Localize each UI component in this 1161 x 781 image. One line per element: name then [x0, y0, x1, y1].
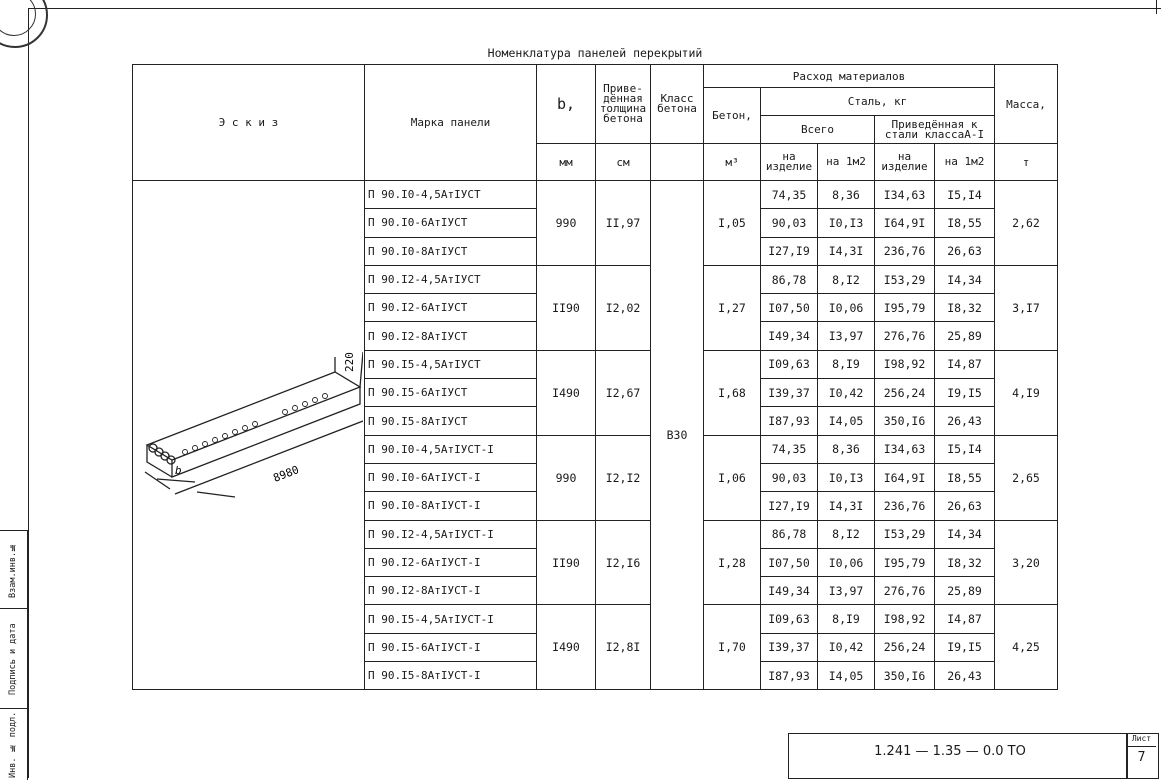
header-reduced-m2: на 1м2 [935, 144, 995, 181]
header-thickness: Приве-дённая толщина бетона [596, 65, 651, 144]
table-body [133, 181, 1058, 690]
header-mass-unit: т [995, 144, 1058, 181]
side-strip [0, 530, 28, 780]
steel-reduced-m2: I8,32 [935, 548, 995, 576]
steel-reduced-item: 350,I6 [875, 662, 935, 690]
header-mass: Масса, [995, 65, 1058, 144]
steel-total-item: I39,37 [761, 379, 818, 407]
panel-thickness: I2,02 [596, 265, 651, 350]
steel-total-item: 90,03 [761, 463, 818, 491]
steel-total-m2: I0,I3 [818, 209, 875, 237]
concrete-volume: I,68 [704, 350, 761, 435]
steel-reduced-m2: 26,63 [935, 237, 995, 265]
steel-reduced-item: I98,92 [875, 605, 935, 633]
steel-total-item: I49,34 [761, 577, 818, 605]
side-cell-inv-replace [0, 530, 27, 609]
sketch-width-dim: b [175, 464, 182, 478]
steel-total-m2: 8,I2 [818, 265, 875, 293]
steel-total-m2: 8,36 [818, 181, 875, 209]
side-cell-inv-orig [0, 708, 27, 781]
steel-total-m2: I4,3I [818, 237, 875, 265]
concrete-volume: I,28 [704, 520, 761, 605]
header-sketch: Э с к и з [133, 65, 365, 181]
steel-total-m2: I3,97 [818, 577, 875, 605]
steel-reduced-m2: I5,I4 [935, 181, 995, 209]
panel-mark: П 90.I2-8АтIУСТ [365, 322, 537, 350]
panel-mass: 4,25 [995, 605, 1058, 690]
panel-mark: П 90.I2-8АтIУСТ-I [365, 577, 537, 605]
steel-reduced-m2: I8,55 [935, 463, 995, 491]
concrete-volume: I,06 [704, 435, 761, 520]
steel-reduced-item: I64,9I [875, 209, 935, 237]
frame-right-border [1156, 0, 1157, 14]
steel-reduced-item: 350,I6 [875, 407, 935, 435]
panel-width: I490 [537, 605, 596, 690]
steel-reduced-item: 236,76 [875, 492, 935, 520]
steel-total-item: 74,35 [761, 181, 818, 209]
panel-mark: П 90.I2-4,5АтIУСТ-I [365, 520, 537, 548]
steel-reduced-m2: I4,87 [935, 350, 995, 378]
steel-total-item: I27,I9 [761, 237, 818, 265]
steel-reduced-m2: I8,32 [935, 294, 995, 322]
panel-mass: 4,I9 [995, 350, 1058, 435]
steel-total-m2: I0,I3 [818, 463, 875, 491]
panel-mark: П 90.I5-8АтIУСТ [365, 407, 537, 435]
panel-mark: П 90.I5-6АтIУСТ [365, 379, 537, 407]
panel-mark: П 90.I0-4,5АтIУСТ-I [365, 435, 537, 463]
concrete-volume: I,05 [704, 181, 761, 266]
steel-total-item: I87,93 [761, 662, 818, 690]
steel-reduced-item: I53,29 [875, 265, 935, 293]
steel-reduced-m2: I9,I5 [935, 633, 995, 661]
panel-width: II90 [537, 520, 596, 605]
sheet-number: 7 [1137, 750, 1146, 765]
header-total-item: на изделие [761, 144, 818, 181]
panel-mass: 2,62 [995, 181, 1058, 266]
steel-reduced-item: I95,79 [875, 548, 935, 576]
concrete-volume: I,27 [704, 265, 761, 350]
steel-reduced-m2: I4,87 [935, 605, 995, 633]
steel-reduced-item: I34,63 [875, 181, 935, 209]
steel-total-item: I07,50 [761, 294, 818, 322]
panel-mark: П 90.I0-6АтIУСТ-I [365, 463, 537, 491]
steel-reduced-m2: 25,89 [935, 577, 995, 605]
panel-mark: П 90.I5-4,5АтIУСТ-I [365, 605, 537, 633]
header-total-m2: на 1м2 [818, 144, 875, 181]
steel-reduced-item: I53,29 [875, 520, 935, 548]
steel-total-item: 74,35 [761, 435, 818, 463]
frame-left-border [28, 8, 29, 778]
panel-mark: П 90.I5-4,5АтIУСТ [365, 350, 537, 378]
panel-mark: П 90.I0-8АтIУСТ [365, 237, 537, 265]
header-mark: Марка панели [365, 65, 537, 181]
panel-thickness: I2,I2 [596, 435, 651, 520]
panel-mark: П 90.I0-6АтIУСТ [365, 209, 537, 237]
sketch-length-dim: 8980 [271, 463, 301, 485]
panel-mark: П 90.I0-8АтIУСТ-I [365, 492, 537, 520]
panel-mark: П 90.I5-6АтIУСТ-I [365, 633, 537, 661]
sheet-label: Лист [1127, 734, 1156, 747]
steel-reduced-m2: I9,I5 [935, 379, 995, 407]
steel-total-m2: I4,05 [818, 407, 875, 435]
steel-total-item: I09,63 [761, 605, 818, 633]
steel-reduced-m2: I4,34 [935, 520, 995, 548]
steel-reduced-m2: I8,55 [935, 209, 995, 237]
panel-sketch-drawing [135, 182, 363, 688]
page-title: Номенклатура панелей перекрытий [487, 46, 703, 60]
header-reduced: Приведённая к стали классаА-I [875, 116, 995, 144]
panel-mark: П 90.I2-6АтIУСТ-I [365, 548, 537, 576]
header-thickness-unit: см [596, 144, 651, 181]
document-code: 1.241 — 1.35 — 0.0 ТО [874, 744, 1026, 759]
table-row [133, 181, 1058, 209]
steel-reduced-item: 236,76 [875, 237, 935, 265]
steel-total-m2: I4,3I [818, 492, 875, 520]
side-text-inv-orig: Инв. № подл. [8, 711, 18, 779]
steel-reduced-m2: I5,I4 [935, 435, 995, 463]
panel-width: 990 [537, 435, 596, 520]
steel-reduced-m2: 25,89 [935, 322, 995, 350]
steel-total-item: 90,03 [761, 209, 818, 237]
steel-total-item: I39,37 [761, 633, 818, 661]
steel-total-m2: I0,42 [818, 379, 875, 407]
header-steel: Сталь, кг [761, 88, 995, 116]
panel-mark: П 90.I0-4,5АтIУСТ [365, 181, 537, 209]
steel-total-m2: I0,42 [818, 633, 875, 661]
concrete-class: В30 [651, 181, 704, 690]
nomenclature-table [132, 64, 1058, 690]
steel-reduced-item: 276,76 [875, 577, 935, 605]
concrete-volume: I,70 [704, 605, 761, 690]
side-text-inv-replace: Взам.инв.№ [8, 541, 18, 599]
panel-width: 990 [537, 181, 596, 266]
steel-total-item: I27,I9 [761, 492, 818, 520]
steel-total-item: 86,78 [761, 520, 818, 548]
panel-mark: П 90.I2-4,5АтIУСТ [365, 265, 537, 293]
header-width-unit: мм [537, 144, 596, 181]
steel-reduced-item: 256,24 [875, 633, 935, 661]
steel-total-m2: I0,06 [818, 548, 875, 576]
panel-thickness: II,97 [596, 181, 651, 266]
panel-mass: 2,65 [995, 435, 1058, 520]
steel-reduced-m2: 26,63 [935, 492, 995, 520]
panel-mass: 3,I7 [995, 265, 1058, 350]
panel-thickness: I2,I6 [596, 520, 651, 605]
steel-total-m2: 8,I9 [818, 350, 875, 378]
steel-total-m2: I4,05 [818, 662, 875, 690]
panel-sketch [133, 181, 365, 690]
panel-width: I490 [537, 350, 596, 435]
header-concrete-class: Класс бетона [651, 65, 704, 144]
panel-thickness: I2,8I [596, 605, 651, 690]
panel-mass: 3,20 [995, 520, 1058, 605]
panel-mark: П 90.I2-6АтIУСТ [365, 294, 537, 322]
panel-thickness: I2,67 [596, 350, 651, 435]
steel-total-m2: I3,97 [818, 322, 875, 350]
steel-reduced-item: I98,92 [875, 350, 935, 378]
steel-total-item: I49,34 [761, 322, 818, 350]
steel-reduced-item: I64,9I [875, 463, 935, 491]
steel-total-item: I07,50 [761, 548, 818, 576]
steel-total-m2: I0,06 [818, 294, 875, 322]
header-total: Всего [761, 116, 875, 144]
steel-reduced-m2: 26,43 [935, 662, 995, 690]
steel-total-item: I09,63 [761, 350, 818, 378]
panel-width: II90 [537, 265, 596, 350]
steel-total-m2: 8,I9 [818, 605, 875, 633]
frame-top-border [28, 8, 1161, 9]
side-text-sign-date: Подпись и дата [8, 623, 18, 695]
panel-mark: П 90.I5-8АтIУСТ-I [365, 662, 537, 690]
steel-reduced-item: 276,76 [875, 322, 935, 350]
steel-total-m2: 8,I2 [818, 520, 875, 548]
header-concrete-unit: м³ [704, 144, 761, 181]
steel-total-m2: 8,36 [818, 435, 875, 463]
steel-total-item: I87,93 [761, 407, 818, 435]
steel-reduced-m2: I4,34 [935, 265, 995, 293]
header-materials: Расход материалов [704, 65, 995, 88]
header-width: b, [537, 65, 596, 144]
sketch-height-dim: 220 [343, 352, 356, 373]
header-concrete: Бетон, [704, 88, 761, 144]
header-class-unit [651, 144, 704, 181]
steel-reduced-item: I95,79 [875, 294, 935, 322]
steel-reduced-item: I34,63 [875, 435, 935, 463]
steel-reduced-m2: 26,43 [935, 407, 995, 435]
steel-total-item: 86,78 [761, 265, 818, 293]
header-reduced-item: на изделие [875, 144, 935, 181]
steel-reduced-item: 256,24 [875, 379, 935, 407]
side-cell-sign-date [0, 608, 27, 709]
